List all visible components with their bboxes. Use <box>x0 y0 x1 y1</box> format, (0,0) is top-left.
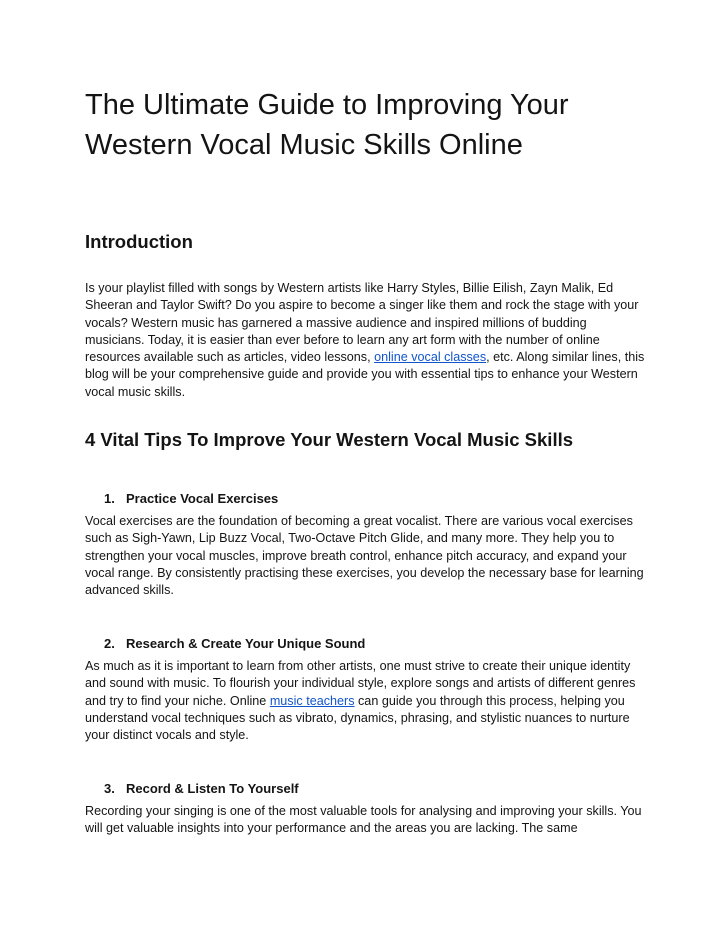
online-vocal-classes-link[interactable]: online vocal classes <box>374 350 487 365</box>
tip-2-number: 2. <box>104 636 115 651</box>
tip-1-paragraph <box>85 513 645 599</box>
section-heading-introduction: Introduction <box>85 231 193 252</box>
intro-text-part-2: , etc. Along similar lines, this blog will be your comprehensive guide and provide you with essential tips to enhance your Western vocal music skills. <box>85 350 645 399</box>
music-teachers-link[interactable]: music teachers <box>269 693 355 708</box>
tip-3-paragraph <box>85 803 645 838</box>
tip-2-text-part-1: As much as it is important to learn from other artists, one must strive to create their unique identity and sound with music. To flourish your individual style, explore songs and artists of different genres and try to find your niche. Online <box>85 659 636 708</box>
intro-text-part-1: Is your playlist filled with songs by Western artists like Harry Styles, Billie Eilish, Zayn Malik, Ed Sheeran and Taylor Swift? Do you aspire to become a singer like them and rock the stage with your vocals? Western music has garnered a massive audience and inspired millions of budding musicians. Today, it is easier than ever before to learn any art form with the number of online resources available such as articles, video lessons, <box>85 281 639 365</box>
tip-3-number: 3. <box>104 781 115 796</box>
intro-paragraph <box>85 280 645 401</box>
tip-3-heading <box>104 780 299 798</box>
tip-3-title: Record & Listen To Yourself <box>126 781 299 796</box>
tip-2-title: Research & Create Your Unique Sound <box>126 636 366 651</box>
tip-2-text-part-2: can guide you through this process, helping you understand vocal techniques such as vibrato, dynamics, phrasing, and stylistic nuances to nurture your distinct vocals and style. <box>85 693 630 743</box>
tip-3-text: Recording your singing is one of the most valuable tools for analysing and improving your skills. You will get valuable insights into your performance and the areas you are lacking. The same <box>85 804 642 836</box>
page-title: The Ultimate Guide to Improving Your Western Vocal Music Skills Online <box>85 89 569 161</box>
tip-1-number: 1. <box>104 491 115 506</box>
tip-1-title: Practice Vocal Exercises <box>126 491 279 506</box>
tip-2-paragraph <box>85 658 645 744</box>
tip-2-heading <box>104 635 365 653</box>
section-heading-tips: 4 Vital Tips To Improve Your Western Vocal Music Skills <box>85 429 574 450</box>
tip-1-text: Vocal exercises are the foundation of becoming a great vocalist. There are various vocal exercises such as Sigh-Yawn, Lip Buzz Vocal, Two-Octave Pitch Glide, and many more. They help you to strengthen your vocal muscles, improve breath control, enhance pitch accuracy, and expand your vocal range. By consistently practising these exercises, you develop the necessary base for learning advanced skills. <box>85 514 644 598</box>
tip-1-heading <box>104 490 278 508</box>
